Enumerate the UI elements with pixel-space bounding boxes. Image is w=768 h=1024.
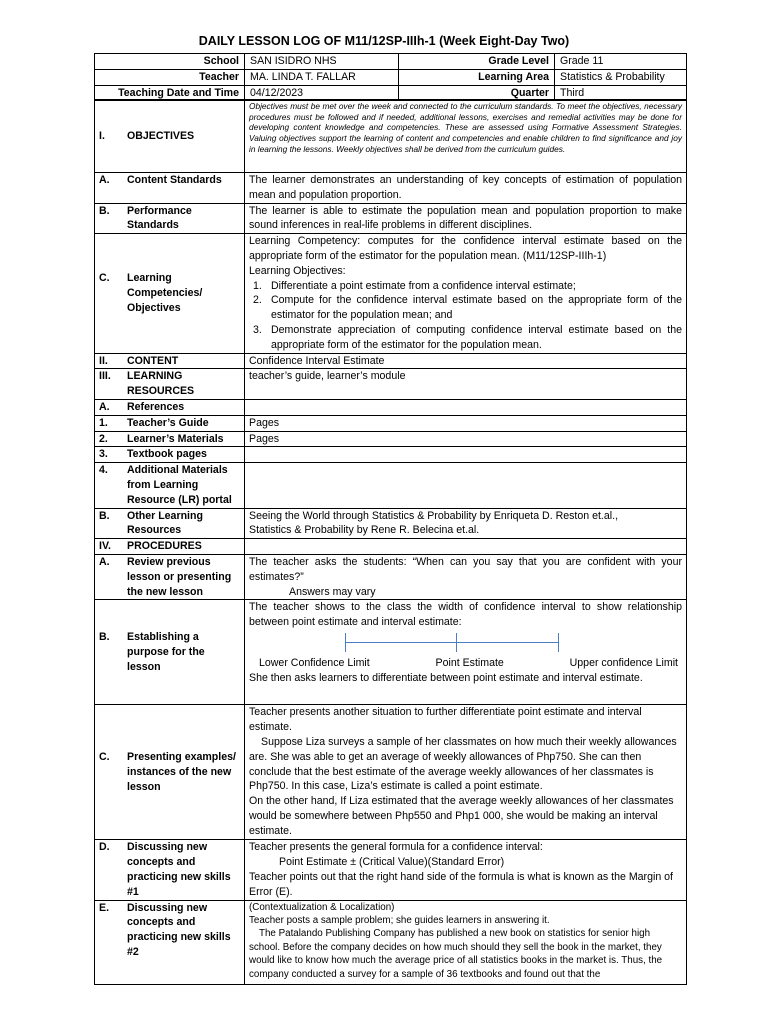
review-cell bbox=[245, 554, 687, 599]
learners-materials-value: Pages bbox=[245, 431, 687, 447]
objectives-heading: Learning Objectives: bbox=[249, 264, 346, 277]
competency-intro: Learning Competency: computes for the confidence interval estimate based on the appropriate form of the estimator for the population mean. (M11/12SP-IIIh-1) bbox=[249, 235, 682, 262]
review-answer: Answers may vary bbox=[289, 585, 376, 598]
point-estimate-tick bbox=[456, 633, 457, 652]
interval-line bbox=[345, 642, 559, 643]
content-text: Confidence Interval Estimate bbox=[245, 353, 687, 369]
examples-p1: Teacher presents another situation to further differentiate point estimate and interval estimate. bbox=[249, 706, 642, 734]
references-label: A. References bbox=[95, 399, 245, 415]
discussing1-cell bbox=[245, 840, 687, 900]
performance-standards-text: The learner is able to estimate the population mean and population proportion to make sound inferences in real-life problems in different disciplines. bbox=[245, 203, 687, 234]
review-text: The teacher asks the students: “When can you say that you are confident with your estimates?” bbox=[249, 555, 682, 583]
formula: Point Estimate ± (Critical Value)(Standard Error) bbox=[279, 856, 505, 869]
learners-materials-label: 2. Learner’s Materials bbox=[95, 431, 245, 447]
upper-limit-label: Upper confidence Limit bbox=[569, 656, 678, 669]
purpose-text: The teacher shows to the class the width of confidence interval to show relationship between point estimate and interval estimate: bbox=[249, 601, 682, 629]
objectives-list bbox=[249, 279, 682, 353]
list-item: 3. Demonstrate appreciation of computing confidence interval estimate based on the appropriate form of the estimator for the population mean. bbox=[253, 323, 682, 351]
teacher-value: MA. LINDA T. FALLAR bbox=[245, 69, 399, 85]
grade-label: Grade Level bbox=[399, 54, 555, 70]
discussing2-p3: The Patalando Publishing Company has published a new book on statistics for senior high school. Before the company decides on how much should they sell the book in the market, they would like to know how much the average price of all statistics books in the market is. Thus, the company conducted a survey for a sample of 36 textbooks and found out that the bbox=[249, 928, 663, 980]
examples-p3: On the other hand, If Liza estimated that the average weekly allowances of her classmates would be somewhere between Php550 and Php1 000, she would be making an interval estimate. bbox=[249, 795, 674, 837]
resources-text: teacher’s guide, learner’s module bbox=[245, 369, 687, 400]
discussing2-cell bbox=[245, 900, 687, 984]
additional-materials-label: 4. Additional Materials from Learning Resource (LR) portal bbox=[95, 463, 245, 508]
examples-label: C. Presenting examples/ instances of the new lesson bbox=[95, 705, 245, 840]
objectives-note: Objectives must be met over the week and connected to the curriculum standards. To meet the objectives, necessary procedures must be followed and if needed, additional lessons, exercises and remedial activities may be done for developing content knowledge and competencies. These are assessed using Formative Assessment Strategies. Valuing objectives support the learning of content and competencies and enable children to find significance and joy in learning the lessons. Weekly objectives shall be derived from the curriculum guides. bbox=[245, 100, 687, 173]
list-item: 1. Differentiate a point estimate from a confidence interval estimate; bbox=[253, 279, 576, 292]
quarter-label: Quarter bbox=[399, 85, 555, 101]
list-item: 2. Compute for the confidence interval estimate based on the appropriate form of the estimator for the population mean; and bbox=[253, 294, 682, 322]
discussing1-p1: Teacher presents the general formula for a confidence interval: bbox=[249, 841, 543, 854]
date-label: Teaching Date and Time bbox=[95, 85, 245, 101]
school-value: SAN ISIDRO NHS bbox=[245, 54, 399, 70]
other-resources-text: Seeing the World through Statistics & Probability by Enriqueta D. Reston et.al., Statistics & Probability by Rene R. Belecina et.al. bbox=[245, 508, 687, 539]
purpose-label: B. Establishing a purpose for the lesson bbox=[95, 600, 245, 705]
teachers-guide-value: Pages bbox=[245, 415, 687, 431]
purpose-after: She then asks learners to differentiate between point estimate and interval estimate. bbox=[249, 671, 643, 684]
interval-labels bbox=[249, 656, 682, 671]
textbook-value bbox=[245, 447, 687, 463]
lower-limit-label: Lower Confidence Limit bbox=[259, 656, 370, 669]
lesson-table bbox=[94, 99, 687, 985]
examples-p2: Suppose Liza surveys a sample of her classmates on how much their weekly allowances are. She was able to get an average of weekly allowances of Php750. She can then conclude that the best estimate of the average weekly allowances of her classmates is Php750. In this case, Liza’s estimate is called a point estimate. bbox=[249, 735, 677, 793]
confidence-interval-diagram bbox=[249, 630, 682, 656]
procedures-label: IV. PROCEDURES bbox=[95, 539, 245, 555]
upper-limit-tick bbox=[558, 633, 559, 652]
discussing1-label: D. Discussing new concepts and practicing new skills #1 bbox=[95, 840, 245, 900]
discussing2-label: E. Discussing new concepts and practicing new skills #2 bbox=[95, 900, 245, 984]
procedures-value bbox=[245, 539, 687, 555]
textbook-label: 3. Textbook pages bbox=[95, 447, 245, 463]
objectives-label: I. OBJECTIVES bbox=[95, 100, 245, 173]
teacher-label: Teacher bbox=[95, 69, 245, 85]
other-resources-label: B. Other Learning Resources bbox=[95, 508, 245, 539]
discussing2-p1: (Contextualization & Localization) bbox=[249, 901, 395, 913]
content-standards-label: A. Content Standards bbox=[95, 173, 245, 204]
area-label: Learning Area bbox=[399, 69, 555, 85]
competencies-label: C. Learning Competencies/ Objectives bbox=[95, 234, 245, 353]
school-label: School bbox=[95, 54, 245, 70]
content-standards-text: The learner demonstrates an understanding of key concepts of estimation of population mean and population proportion. bbox=[245, 173, 687, 204]
discussing1-p2: Teacher points out that the right hand side of the formula is what is known as the Margin of Error (E). bbox=[249, 870, 673, 898]
date-value: 04/12/2023 bbox=[245, 85, 399, 101]
quarter-value: Third bbox=[555, 85, 687, 101]
performance-standards-label: B. Performance Standards bbox=[95, 203, 245, 234]
header-table bbox=[94, 53, 687, 101]
resources-label: III. LEARNING RESOURCES bbox=[95, 369, 245, 400]
area-value: Statistics & Probability bbox=[555, 69, 687, 85]
discussing2-p2: Teacher posts a sample problem; she guides learners in answering it. bbox=[249, 914, 550, 926]
teachers-guide-label: 1. Teacher’s Guide bbox=[95, 415, 245, 431]
additional-materials-value bbox=[245, 463, 687, 508]
purpose-cell bbox=[245, 600, 687, 705]
examples-cell bbox=[245, 705, 687, 840]
competencies-cell bbox=[245, 234, 687, 353]
lower-limit-tick bbox=[345, 633, 346, 652]
document-title: DAILY LESSON LOG OF M11/12SP-IIIh-1 (Week Eight-Day Two) bbox=[198, 34, 570, 48]
review-label: A. Review previous lesson or presenting the new lesson bbox=[95, 554, 245, 599]
content-label: II. CONTENT bbox=[95, 353, 245, 369]
references-value bbox=[245, 399, 687, 415]
point-estimate-label: Point Estimate bbox=[435, 656, 504, 669]
grade-value: Grade 11 bbox=[555, 54, 687, 70]
